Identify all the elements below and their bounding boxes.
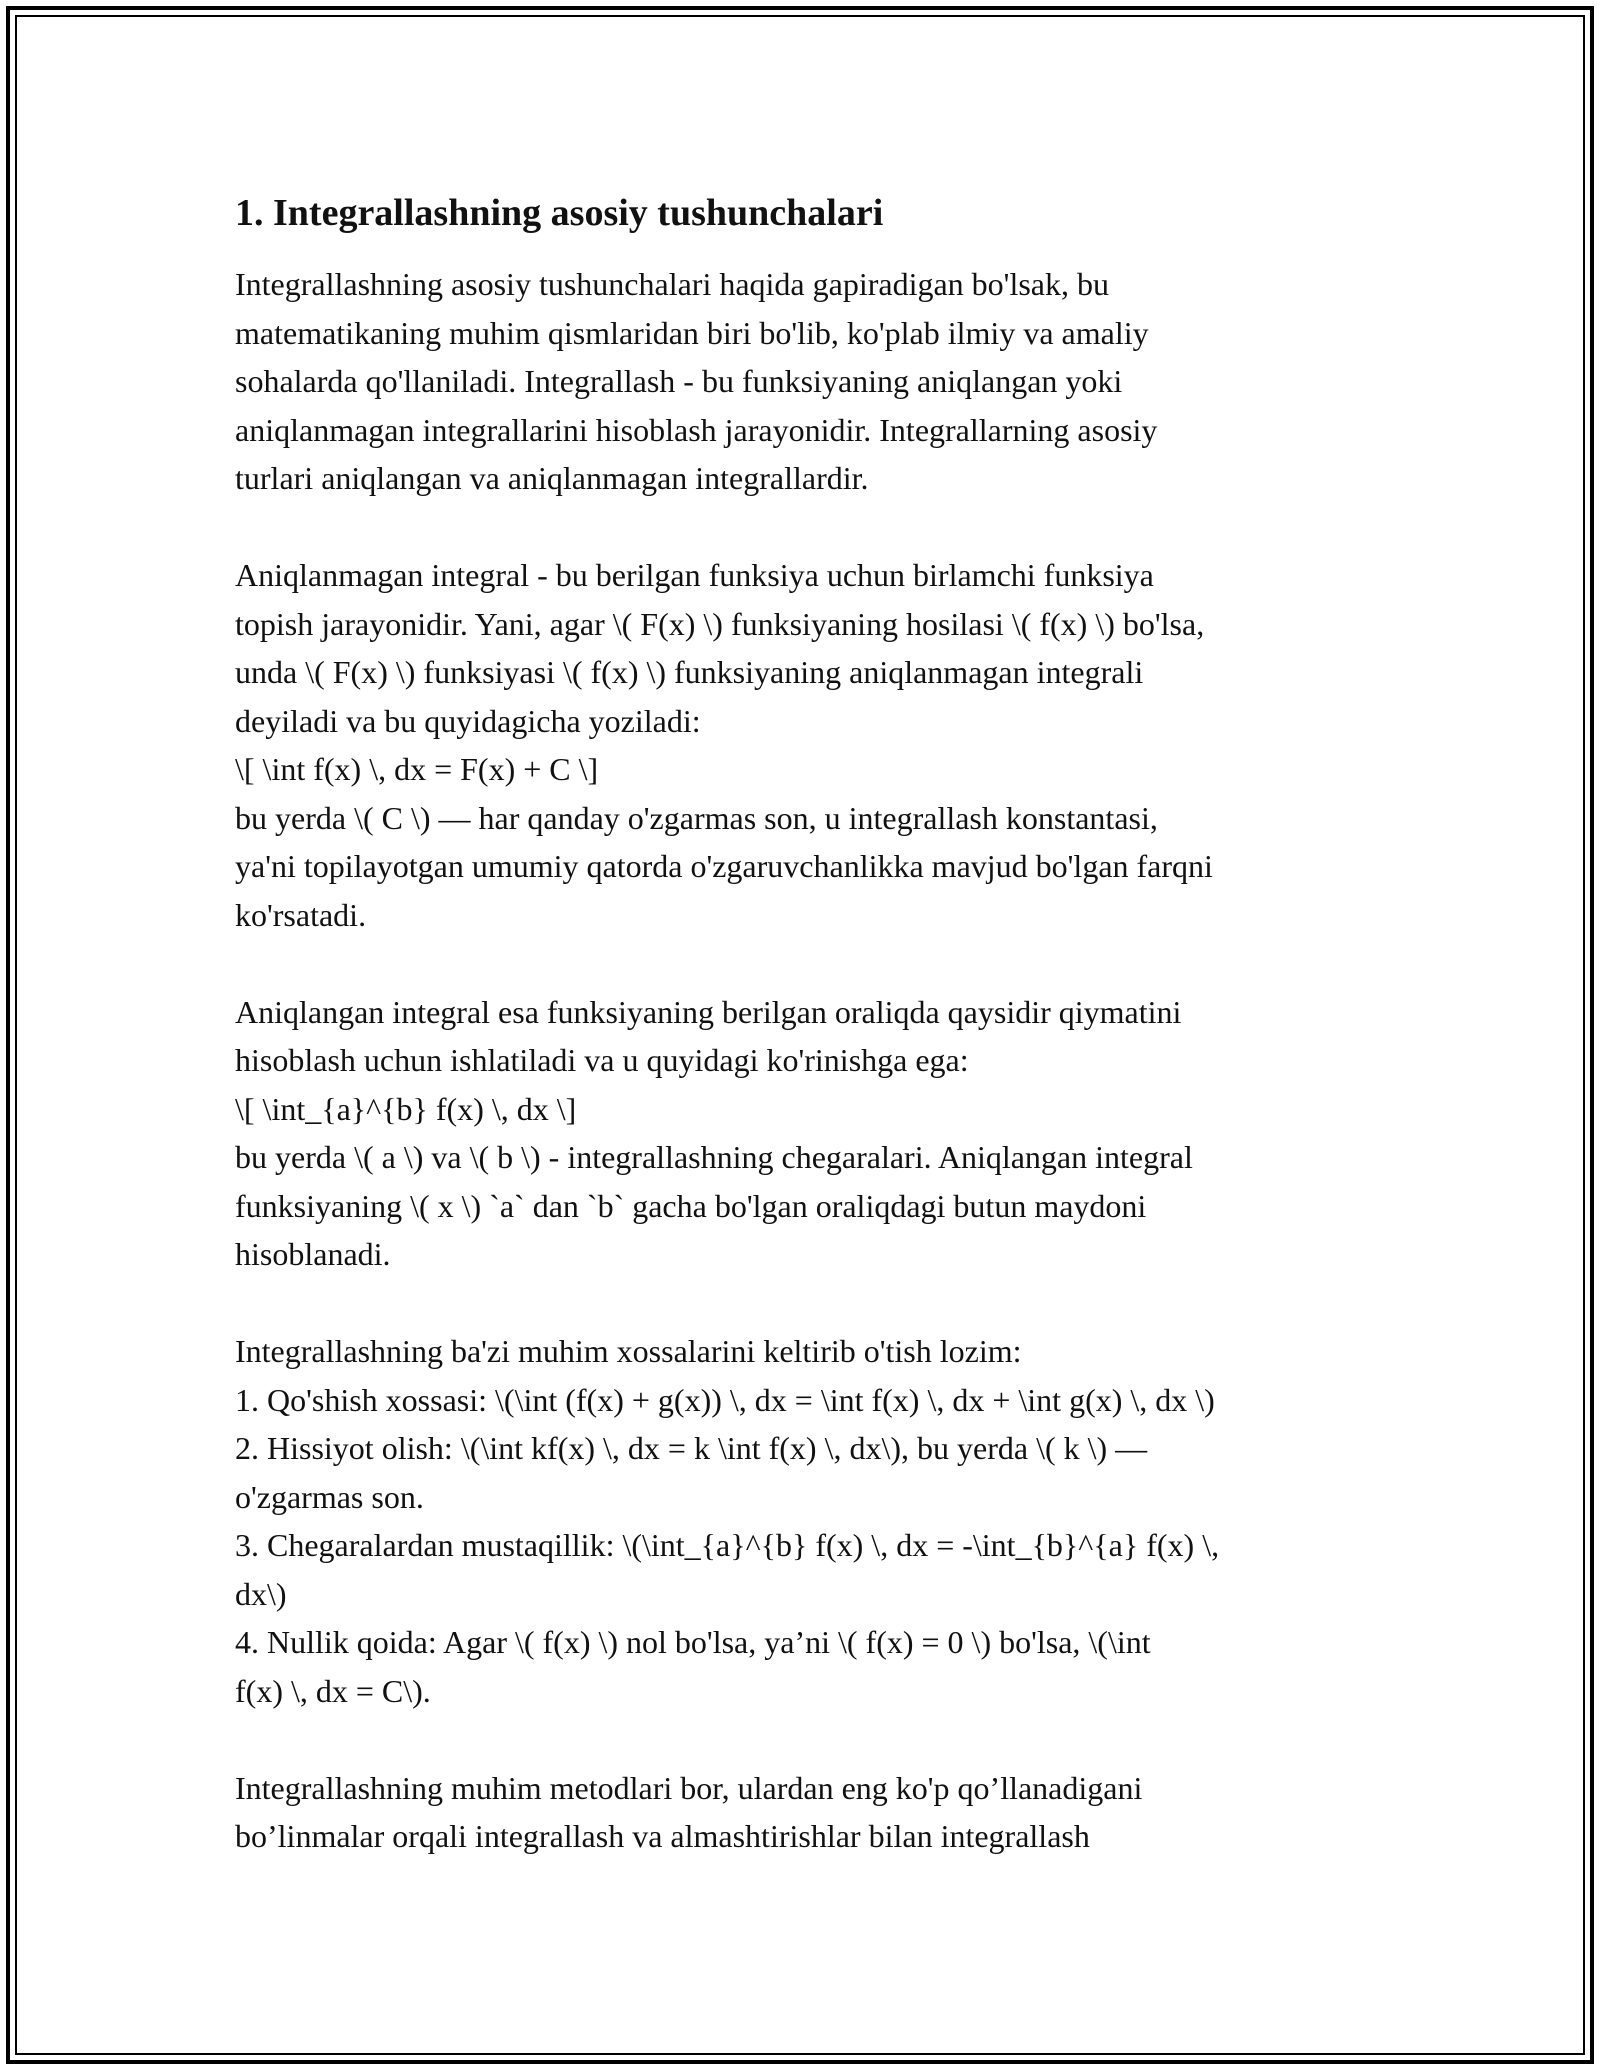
- paragraph-methods: [235, 1764, 1380, 1861]
- list-item: 3. Chegaralardan mustaqillik: \(\int_{a}^{b} f(x) \, dx = -\int_{b}^{a} f(x) \,: [235, 1527, 1220, 1563]
- text-line: aniqlanmagan integrallarini hisoblash jarayonidir. Integrallarning asosiy: [235, 411, 1158, 448]
- text-line: ko'rsatadi.: [235, 896, 367, 933]
- spacer: [235, 240, 1380, 260]
- text-line: unda \( F(x) \) funksiyasi \( f(x) \) funksiyaning aniqlanmagan integrali: [235, 654, 1144, 690]
- text-line: matematikaning muhim qismlaridan biri bo'lib, ko'plab ilmiy va amaliy: [235, 314, 1149, 351]
- text-line: bo’linmalar orqali integrallash va almashtirishlar bilan integrallash: [235, 1818, 1090, 1854]
- text-line: f(x) \, dx = C\).: [235, 1672, 431, 1709]
- list-item: 1. Qo'shish xossasi: \(\int (f(x) + g(x)) \, dx = \int f(x) \, dx + \int g(x) \, dx \): [235, 1381, 1215, 1418]
- paragraph-gap: [235, 1715, 1380, 1764]
- text-line: topish jarayonidir. Yani, agar \( F(x) \) funksiyaning hosilasi \( f(x) \) bo'lsa,: [235, 605, 1205, 642]
- paragraph-properties: [235, 1327, 1380, 1715]
- text-line: deyiladi va bu quyidagicha yoziladi:: [235, 702, 701, 739]
- paragraph-gap: [235, 939, 1380, 988]
- formula-line: \[ \int f(x) \, dx = F(x) + C \]: [235, 751, 599, 787]
- text-line: dx\): [235, 1575, 287, 1612]
- text-line: sohalarda qo'llaniladi. Integrallash - bu funksiyaning aniqlangan yoki: [235, 363, 1123, 399]
- text-line: Integrallashning muhim metodlari bor, ulardan eng ko'p qo’llanadigani: [235, 1769, 1143, 1806]
- text-line: hisoblanadi.: [235, 1236, 391, 1272]
- paragraph-indefinite-integral: [235, 551, 1380, 939]
- text-line: funksiyaning \( x \) `a` dan `b` gacha bo'lgan oraliqdagi butun maydoni: [235, 1187, 1147, 1224]
- paragraph-gap: [235, 503, 1380, 552]
- text-line: Integrallashning asosiy tushunchalari haqida gapiradigan bo'lsak, bu: [235, 266, 1109, 302]
- paragraph-intro: [235, 260, 1380, 503]
- section-heading: 1. Integrallashning asosiy tushunchalari: [235, 192, 884, 234]
- text-line: turlari aniqlangan va aniqlanmagan integrallardir.: [235, 460, 869, 496]
- list-item: 2. Hissiyot olish: \(\int kf(x) \, dx = k \int f(x) \, dx\), bu yerda \( k \) —: [235, 1430, 1148, 1466]
- paragraph-gap: [235, 1279, 1380, 1328]
- text-line: Aniqlanmagan integral - bu berilgan funksiya uchun birlamchi funksiya: [235, 557, 1154, 593]
- text-line: Integrallashning ba'zi muhim xossalarini keltirib o'tish lozim:: [235, 1333, 1022, 1369]
- text-line: bu yerda \( a \) va \( b \) - integrallashning chegaralari. Aniqlangan integral: [235, 1139, 1193, 1175]
- text-line: o'zgarmas son.: [235, 1478, 424, 1515]
- text-line: bu yerda \( C \) — har qanday o'zgarmas son, u integrallash konstantasi,: [235, 799, 1158, 836]
- list-item: 4. Nullik qoida: Agar \( f(x) \) nol bo'lsa, ya’ni \( f(x) = 0 \) bo'lsa, \(\int: [235, 1624, 1151, 1660]
- document-body: [235, 186, 1380, 1861]
- text-line: ya'ni topilayotgan umumiy qatorda o'zgaruvchanlikka mavjud bo'lgan farqni: [235, 848, 1213, 884]
- paragraph-definite-integral: [235, 988, 1380, 1279]
- text-line: Aniqlangan integral esa funksiyaning berilgan oraliqda qaysidir qiymatini: [235, 993, 1182, 1030]
- text-line: hisoblash uchun ishlatiladi va u quyidagi ko'rinishga ega:: [235, 1042, 969, 1078]
- formula-line: \[ \int_{a}^{b} f(x) \, dx \]: [235, 1090, 577, 1127]
